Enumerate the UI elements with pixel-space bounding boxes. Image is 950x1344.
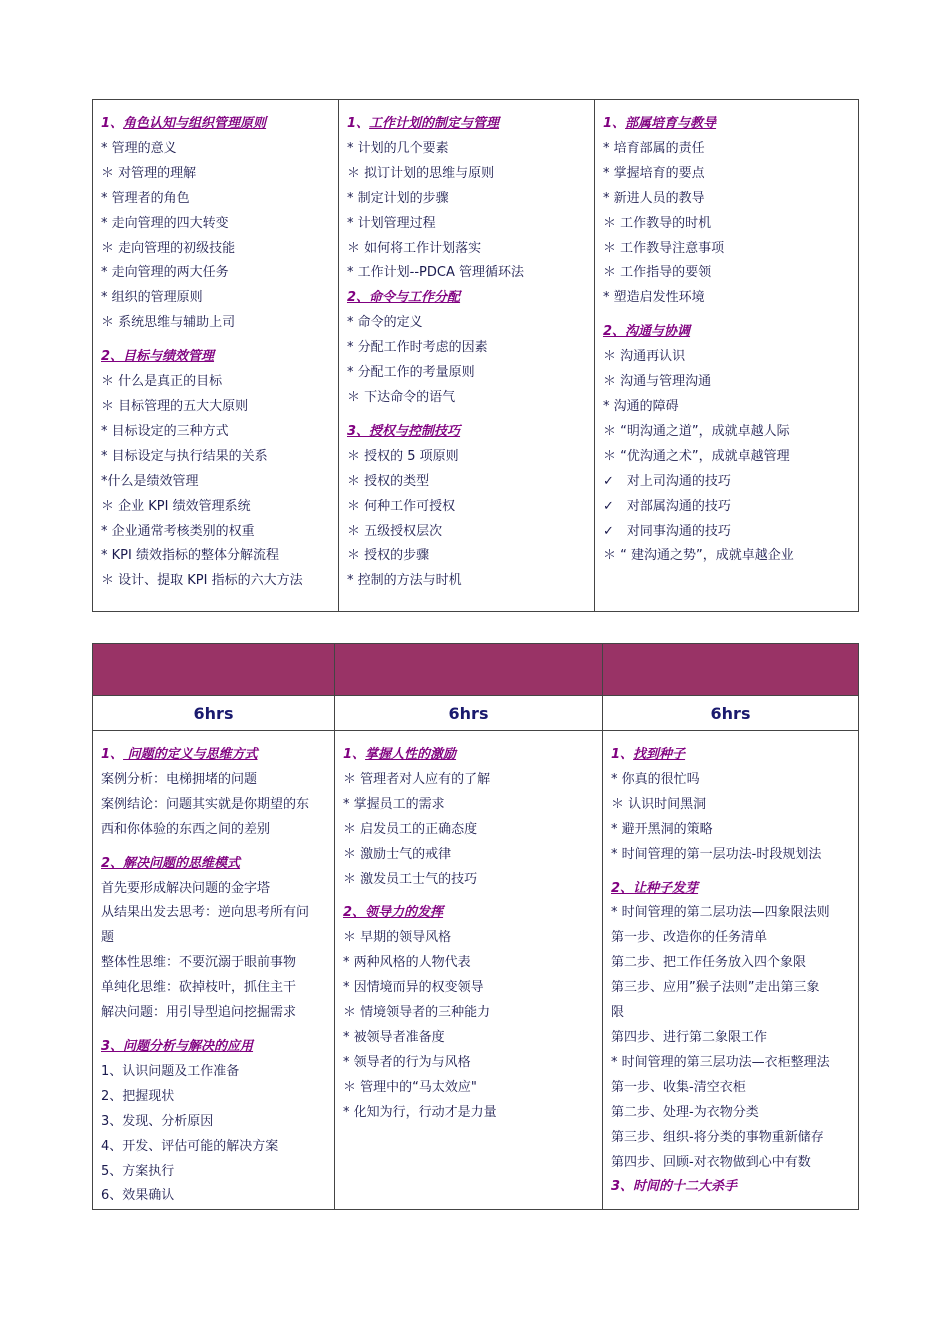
outline-item: 限 — [611, 1005, 625, 1021]
outline-item: ＊ 企业 KPI 绩效管理系统 — [101, 498, 251, 514]
section-heading — [343, 743, 596, 768]
section-heading — [603, 112, 852, 137]
outline-item: * 工作计划--PDCA 管理循环法 — [347, 265, 524, 281]
outline-item: ＊ 管理者对人应有的了解 — [343, 771, 491, 787]
outline-item: 2、把握现状 — [101, 1088, 175, 1104]
outline-item: * 管理的意义 — [101, 140, 177, 156]
section-heading — [101, 852, 328, 877]
outline-item: * 时间管理的第三层功法—衣柜整理法 — [611, 1054, 830, 1070]
section-heading — [101, 743, 328, 768]
outline-item: * 目标设定与执行结果的关系 — [101, 448, 268, 464]
section-heading — [611, 1175, 852, 1200]
outline-item: * 两种风格的人物代表 — [343, 955, 471, 971]
section-title: 2、领导力的发挥 — [343, 905, 444, 921]
outline-item: * 分配工作时考虑的因素 — [347, 340, 488, 356]
section-heading — [101, 345, 332, 370]
outline-item: 从结果出发去思考：逆向思考所有问 — [101, 905, 310, 921]
outline-item: ＊ 对管理的理解 — [101, 165, 197, 181]
outline-item: 第二步、把工作任务放入四个象限 — [611, 955, 807, 971]
outline-item: *什么是绩效管理 — [101, 473, 199, 489]
hours-cell: 6hrs — [93, 696, 335, 731]
section-heading — [347, 112, 588, 137]
outline-item: * 分配工作的考量原则 — [347, 365, 475, 381]
outline-item: * 避开黑洞的策略 — [611, 821, 713, 837]
outline-item: * 化知为行，行动才是力量 — [343, 1104, 497, 1120]
section-title: 掌握人性的激励 — [365, 747, 457, 762]
outline-item: * 塑造启发性环境 — [603, 290, 705, 306]
outline-item: 解决问题：用引导型追问挖掘需求 — [101, 1005, 297, 1021]
section-title: 3、授权与控制技巧 — [347, 423, 461, 439]
outline-item: ＊ 工作教导注意事项 — [603, 240, 725, 256]
section-number: 1、 — [101, 116, 124, 131]
hours-row — [93, 696, 859, 731]
outline-item: 案例结论：问题其实就是你期望的东 — [101, 796, 310, 812]
section-number: 1、 — [603, 116, 626, 131]
header-band — [93, 644, 859, 696]
section-title: 工作计划的制定与管理 — [369, 116, 500, 131]
outline-item: ✓ 对部属沟通的技巧 — [603, 498, 731, 514]
outline-item: * 目标设定的三种方式 — [101, 423, 229, 439]
outline-item: ＊ 什么是真正的目标 — [101, 374, 223, 390]
section-heading — [101, 1035, 328, 1060]
outline-item: ＊ 五级授权层次 — [347, 523, 443, 539]
outline-item: 第四步、回顾-对衣物做到心中有数 — [611, 1154, 811, 1170]
outline-item: ＊ “明沟通之道”，成就卓越人际 — [603, 423, 790, 439]
header-cell — [603, 644, 859, 696]
outline-item: * 掌握员工的需求 — [343, 796, 445, 812]
outline-item: 5、方案执行 — [101, 1163, 175, 1179]
outline-item: 第三步、组织-将分类的事物重新储存 — [611, 1129, 824, 1145]
outline-item: * 领导者的行为与风格 — [343, 1054, 471, 1070]
outline-item: ＊ 下达命令的语气 — [347, 389, 456, 405]
outline-item: 第三步、应用”猴子法则”走出第三象 — [611, 980, 820, 996]
section-title: 2、目标与绩效管理 — [101, 349, 215, 365]
course-outline-table-2 — [92, 643, 859, 1210]
outline-column-1 — [93, 100, 339, 612]
outline-item: ＊ 早期的领导风格 — [343, 930, 452, 946]
outline-item: ＊ 系统思维与辅助上司 — [101, 315, 236, 331]
section-heading — [603, 320, 852, 345]
outline-column-6 — [603, 731, 859, 1210]
outline-item: * 你真的很忙吗 — [611, 771, 700, 787]
outline-item: * 掌握培育的要点 — [603, 165, 705, 181]
outline-item: 西和你体验的东西之间的差别 — [101, 821, 271, 837]
outline-item: * 培育部属的责任 — [603, 140, 705, 156]
outline-item: * 计划的几个要素 — [347, 140, 449, 156]
outline-item: ＊ 沟通与管理沟通 — [603, 374, 712, 390]
outline-item: ＊ 授权的类型 — [347, 473, 430, 489]
hours-cell: 6hrs — [335, 696, 603, 731]
outline-item: * 沟通的障碍 — [603, 398, 679, 414]
section-number: 1、 — [347, 116, 370, 131]
outline-item: * 管理者的角色 — [101, 190, 190, 206]
outline-item: ＊ “ 建沟通之势”，成就卓越企业 — [603, 548, 794, 564]
outline-item: 案例分析：电梯拥堵的问题 — [101, 771, 258, 787]
outline-item: * 时间管理的第一层功法-时段规划法 — [611, 846, 822, 862]
outline-item: ＊ “优沟通之术”，成就卓越管理 — [603, 448, 790, 464]
outline-item: * 走向管理的四大转变 — [101, 215, 229, 231]
outline-item: ＊ 激发员工士气的技巧 — [343, 871, 478, 887]
outline-item: * 控制的方法与时机 — [347, 573, 462, 589]
outline-item: 第一步、改造你的任务清单 — [611, 930, 768, 946]
outline-item: * 时间管理的第二层功法—四象限法则 — [611, 905, 830, 921]
outline-item: * 走向管理的两大任务 — [101, 265, 229, 281]
outline-item: 整体性思维：不要沉溺于眼前事物 — [101, 955, 297, 971]
hours-cell: 6hrs — [603, 696, 859, 731]
section-heading — [343, 901, 596, 926]
outline-item: ＊ 沟通再认识 — [603, 349, 686, 365]
outline-item: 首先要形成解决问题的金字塔 — [101, 880, 271, 896]
section-number: 1、 — [101, 747, 124, 762]
outline-item: 3、发现、分析原因 — [101, 1113, 214, 1129]
outline-item: ＊ 激励士气的戒律 — [343, 846, 452, 862]
outline-item: * 制定计划的步骤 — [347, 190, 449, 206]
outline-item: * 计划管理过程 — [347, 215, 436, 231]
outline-item: ＊ 授权的 5 项原则 — [347, 448, 459, 464]
section-title: 2、解决问题的思维模式 — [101, 855, 241, 871]
outline-item: ＊ 走向管理的初级技能 — [101, 240, 236, 256]
outline-item: ＊ 工作教导的时机 — [603, 215, 712, 231]
outline-item: * 新进人员的教导 — [603, 190, 705, 206]
header-cell — [93, 644, 335, 696]
outline-item: ＊ 工作指导的要领 — [603, 265, 712, 281]
section-title: 问题的定义与思维方式 — [123, 747, 258, 762]
section-title: 部属培育与教导 — [625, 116, 717, 131]
outline-item: 第四步、进行第二象限工作 — [611, 1029, 768, 1045]
outline-item: ＊ 授权的步骤 — [347, 548, 430, 564]
course-outline-table-1 — [92, 99, 859, 612]
outline-item: 第一步、收集-清空衣柜 — [611, 1079, 746, 1095]
outline-item: * 被领导者准备度 — [343, 1029, 445, 1045]
section-number: 1、 — [343, 747, 366, 762]
outline-item: ＊ 目标管理的五大大原则 — [101, 398, 249, 414]
outline-item: ＊ 认识时间黑洞 — [611, 796, 707, 812]
outline-item: 单纯化思维：砍掉枝叶，抓住主干 — [101, 980, 297, 996]
outline-column-4 — [93, 731, 335, 1210]
outline-item: ＊ 情境领导者的三种能力 — [343, 1005, 491, 1021]
outline-item: ＊ 何种工作可授权 — [347, 498, 456, 514]
section-title: 3、问题分析与解决的应用 — [101, 1038, 254, 1054]
section-title: 找到种子 — [633, 747, 686, 762]
outline-item: ✓ 对同事沟通的技巧 — [603, 523, 731, 539]
outline-item: ＊ 设计、提取 KPI 指标的六大方法 — [101, 573, 303, 589]
outline-column-3 — [595, 100, 859, 612]
outline-item: 4、开发、评估可能的解决方案 — [101, 1138, 279, 1154]
outline-item: 题 — [101, 930, 115, 946]
outline-item: ✓ 对上司沟通的技巧 — [603, 473, 731, 489]
outline-item: * 因情境而异的权变领导 — [343, 980, 484, 996]
section-heading — [611, 877, 852, 902]
outline-item: ＊ 启发员工的正确态度 — [343, 821, 478, 837]
outline-item: ＊ 如何将工作计划落实 — [347, 240, 482, 256]
section-heading — [101, 112, 332, 137]
header-cell — [335, 644, 603, 696]
section-heading — [347, 420, 588, 445]
outline-item: * 命令的定义 — [347, 315, 423, 331]
outline-item: * KPI 绩效指标的整体分解流程 — [101, 548, 279, 564]
section-heading — [347, 286, 588, 311]
outline-item: 第二步、处理-为衣物分类 — [611, 1104, 759, 1120]
section-heading — [611, 743, 852, 768]
outline-item: 1、认识问题及工作准备 — [101, 1063, 240, 1079]
outline-column-2 — [339, 100, 595, 612]
section-title: 2、让种子发芽 — [611, 880, 699, 896]
outline-item: * 企业通常考核类别的权重 — [101, 523, 255, 539]
outline-item: * 组织的管理原则 — [101, 290, 203, 306]
section-title: 2、命令与工作分配 — [347, 290, 461, 306]
section-title: 角色认知与组织管理原则 — [123, 116, 267, 131]
outline-column-5 — [335, 731, 603, 1210]
section-number: 1、 — [611, 747, 634, 762]
section-title: 2、沟通与协调 — [603, 324, 691, 340]
outline-item: ＊ 管理中的“马太效应" — [343, 1079, 477, 1095]
outline-item: ＊ 拟订计划的思维与原则 — [347, 165, 495, 181]
outline-item: 6、效果确认 — [101, 1188, 175, 1204]
section-title: 3、时间的十二大杀手 — [611, 1179, 738, 1195]
